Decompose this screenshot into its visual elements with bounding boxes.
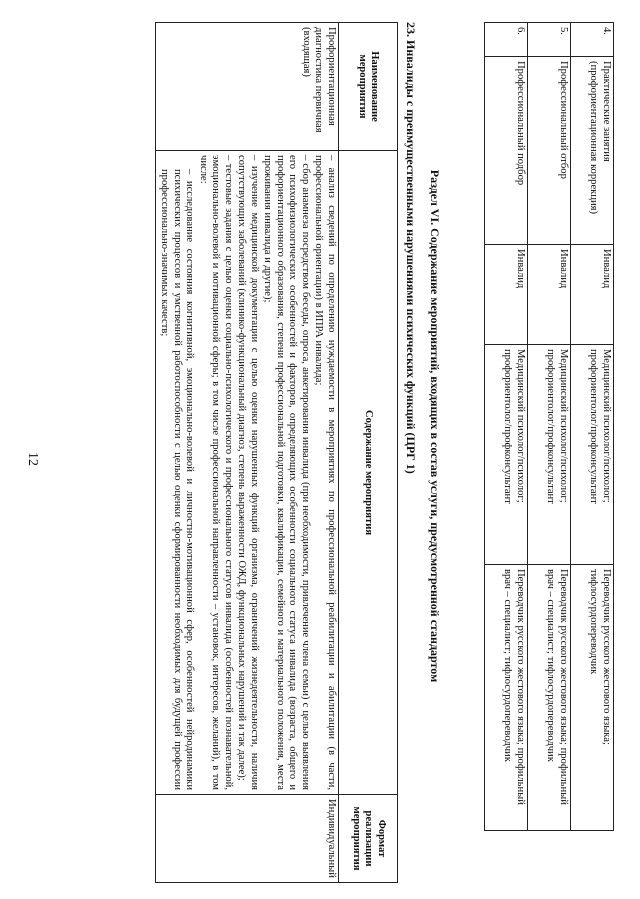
- list-item: – анализ сведений по определению нуждаемости в мероприятиях по профессиональной реабилитации и абилитации (в части, профессиональной ориентации) в ИПРА инвалида;: [313, 155, 337, 790]
- table-header-row: [339, 23, 398, 883]
- service-recipient: Инвалид: [571, 245, 614, 345]
- activity-name: Профориентационная диагностика первичная (входящая): [156, 23, 339, 151]
- activities-table: [155, 22, 398, 883]
- service-name: Профессиональный отбор: [528, 57, 571, 245]
- participants: Переводчик русского жестового языка; профильный врач – специалист; тифлосурдопереводчик: [528, 565, 571, 831]
- rotated-page-content: [9, 22, 614, 882]
- row-number: 4.: [571, 23, 614, 57]
- list-item: – сбор анамнеза посредством беседы, опроса, анкетирования инвалида (при необходимости, привлечение члена семьи) с целью выявления его психофизиологических особенностей и факторов, определяющих особенности социального статуса инвалида (возраста, общего и профориентационного образования, степени профессиональной подготовки, квалификации, семейного и материального положения, места проживания инвалида и другие);: [262, 155, 311, 790]
- list-item: – изучение медицинской документации с целью оценки нарушенных функций организма, ограничений жизнедеятельности, наличия сопутствующих заболеваний (клинико-функциональный диагноз, степень выраженности ОЖД, функциональных нарушений и так далее);: [236, 155, 260, 790]
- service-name: Профессиональный подбор: [485, 57, 528, 245]
- activity-format: Индивидуальный: [156, 795, 339, 883]
- row-number: 6.: [485, 23, 528, 57]
- header-activity-content: Содержание мероприятия: [339, 151, 398, 795]
- service-recipient: Инвалид: [485, 245, 528, 345]
- table-row: [571, 23, 614, 831]
- participants: Переводчик русского жестового языка; профильный врач – специалист; тифлосурдопереводчик: [485, 565, 528, 831]
- section-title: Раздел VI. Содержание мероприятий, входящих в состав услуги, предусмотренной стандартом: [428, 169, 442, 683]
- activity-items: [158, 155, 337, 790]
- activity-content: [156, 151, 339, 795]
- specialist: Медицинский психолог/психолог; профориентолог/профконсультант: [485, 345, 528, 565]
- row-number: 5.: [528, 23, 571, 57]
- list-item: – исследование состояния когнитивной, эмоционально-волевой и личностно-мотивационной сфер, особенностей нейродинамики психических процессов и умственной работоспособности с целью оценки сформированности необходимых для будущей профессии профессионально-значимых качеств;: [159, 169, 196, 790]
- services-table: [484, 22, 614, 831]
- participants: Переводчик русского жестового языка; тифлосурдопереводчик: [571, 565, 614, 831]
- subsection-title: 23. Инвалиды с преимущественными нарушениями психических функций (ЦРГ 1): [404, 22, 418, 474]
- table-row: [485, 23, 528, 831]
- service-recipient: Инвалид: [528, 245, 571, 345]
- service-name: Практические занятия (профориентационная коррекция): [571, 57, 614, 245]
- table-row: [528, 23, 571, 831]
- page-number: 12: [25, 452, 40, 466]
- header-activity-format: Формат реализации мероприятия: [339, 795, 398, 883]
- header-activity-name: Наименование мероприятия: [339, 23, 398, 151]
- specialist: Медицинский психолог/психолог; профориентолог/профконсультант: [528, 345, 571, 565]
- specialist: Медицинский психолог/психолог; профориентолог/профконсультант: [571, 345, 614, 565]
- table-row: [156, 23, 339, 883]
- list-item: – тестовые задания с целью оценки социально-психологического и профессионального статусов инвалида (особенностей познавательной, эмоционально-волевой и мотивационной сферы; в том числе профессиональной направленности – установок, интересов, желаний), в том числе:: [198, 155, 234, 790]
